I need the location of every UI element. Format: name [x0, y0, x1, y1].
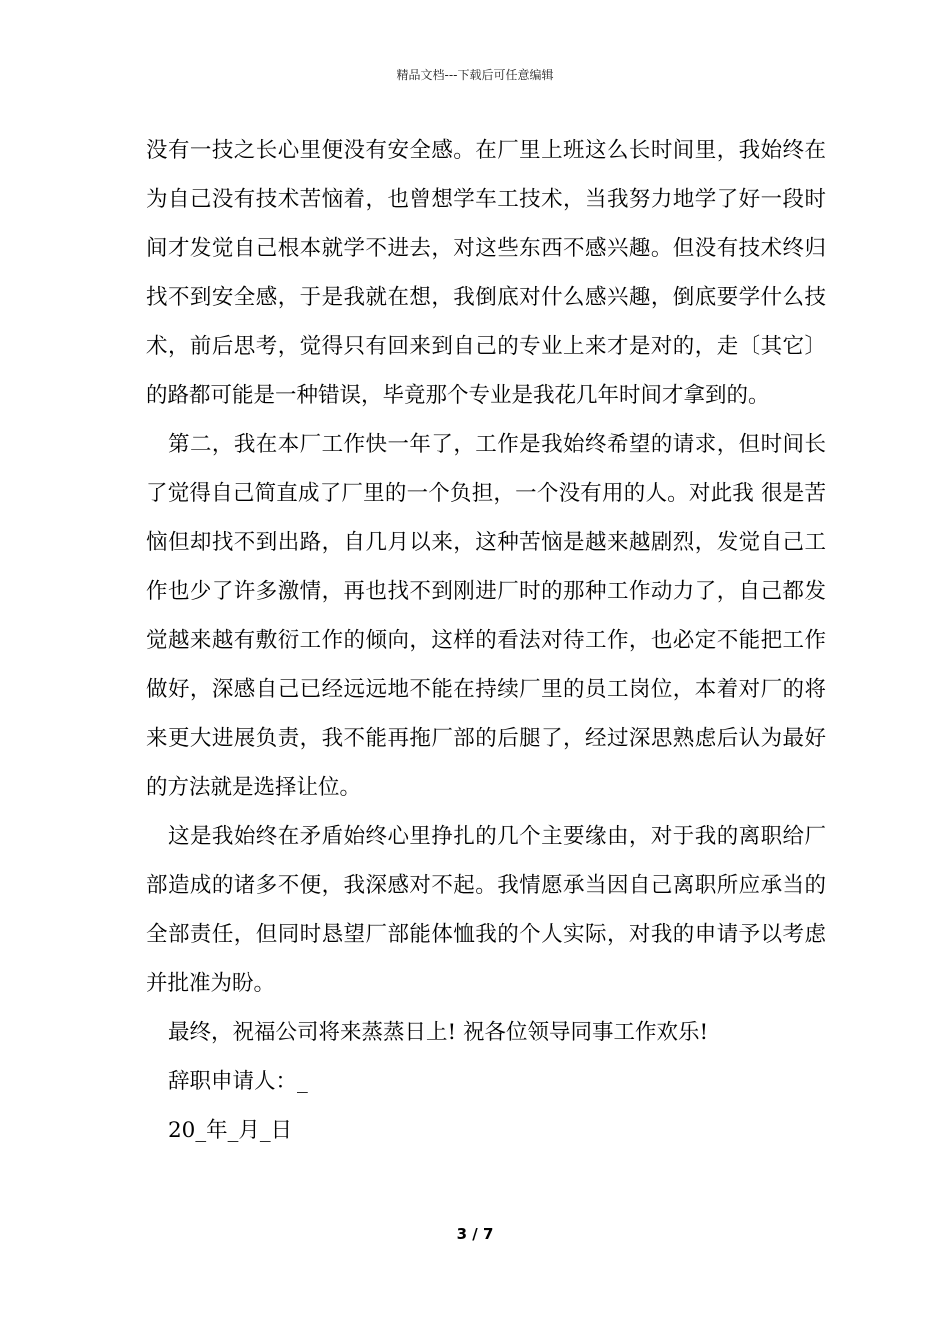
- date-line: 20_年_月_日: [168, 1118, 293, 1143]
- paragraph-1: 没有一技之长心里便没有安全感。在厂里上班这么长时间里，我始终在为自己没有技术苦恼着，也曾想学车工技术，当我努力地学了好一段时间才发觉自己根本就学不进去，对这些东西不感兴趣。但没有技术终归找不到安全感，于是我就在想，我倒底对什么感兴趣，倒底要学什么技术，前后思考，觉得只有回来到自己的专业上来才是对的，走〔其它〕的路都可能是一种错误，毕竟那个专业是我花几年时间才拿到的。: [146, 138, 826, 408]
- closing-wish: 最终，祝福公司将来蒸蒸日上! 祝各位领导同事工作欢乐!: [168, 1020, 709, 1045]
- applicant-signature-line: 辞职申请人：_: [168, 1069, 308, 1094]
- document-body: [146, 126, 826, 1155]
- paragraph-3: 这是我始终在矛盾始终心里挣扎的几个主要缘由，对于我的离职给厂部造成的诸多不便，我深感对不起。我情愿承当因自己离职所应承当的全部责任，但同时恳望厂部能体恤我的个人实际，对我的申请予以考虑并批准为盼。: [146, 824, 826, 996]
- page-header: 精品文档---下载后可任意编辑: [396, 68, 554, 82]
- paragraph-2: 第二，我在本厂工作快一年了，工作是我始终希望的请求，但时间长了觉得自己简直成了厂里的一个负担，一个没有用的人。对此我 很是苦恼但却找不到出路，自几月以来，这种苦恼是越来越剧烈，发觉自己工作也少了许多激情，再也找不到刚进厂时的那种工作动力了，自己都发觉越来越有敷衍工作的倾向，这样的看法对待工作，也必定不能把工作做好，深感自己已经远远地不能在持续厂里的员工岗位，本着对厂的将来更大进展负责，我不能再拖厂部的后腿了，经过深思熟虑后认为最好的方法就是选择让位。: [146, 432, 826, 800]
- page-number: 3 / 7: [456, 1225, 494, 1243]
